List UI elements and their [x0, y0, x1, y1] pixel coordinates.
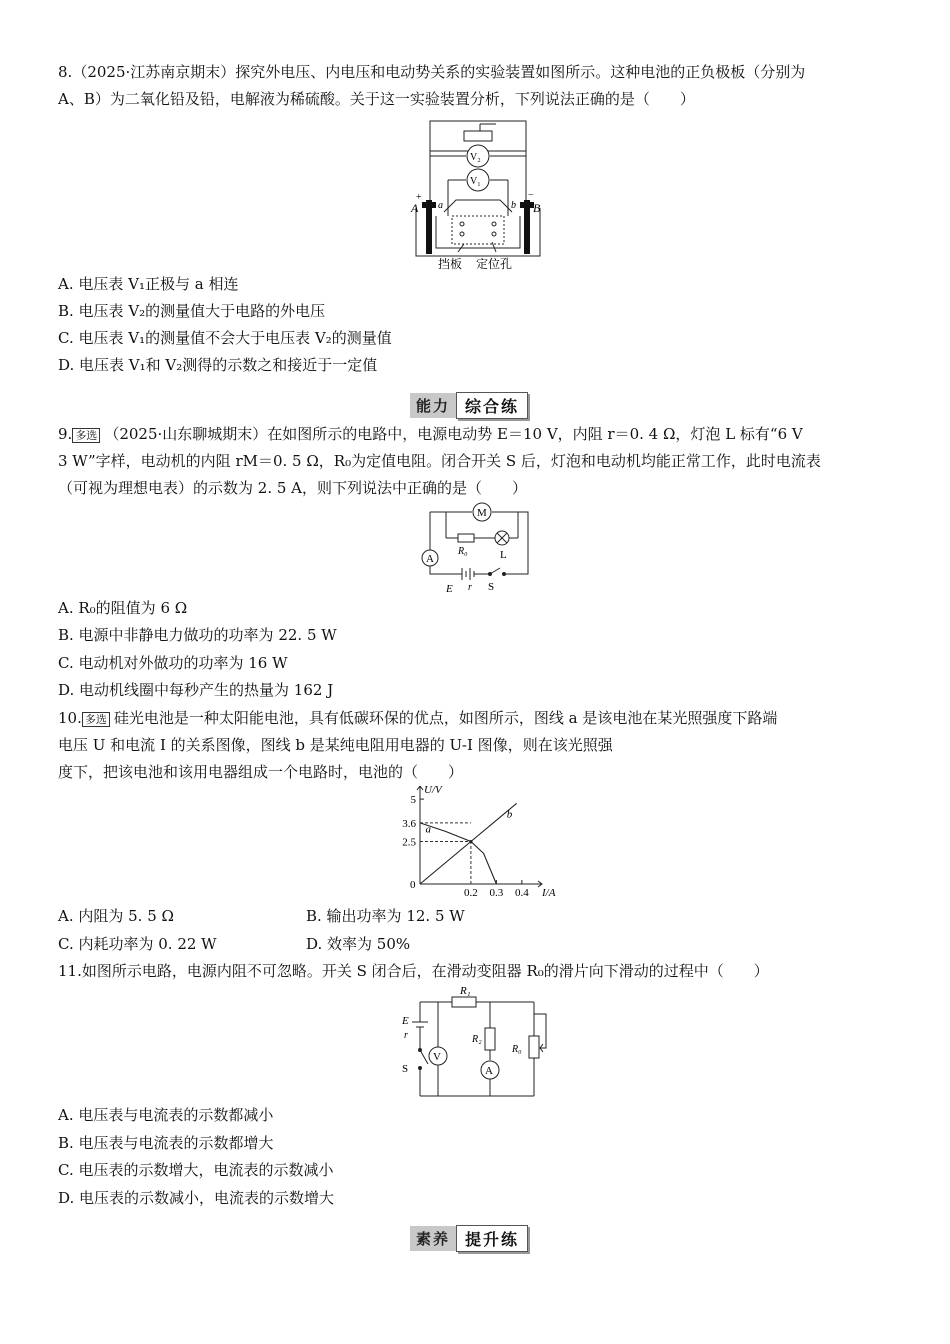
q9-line2: 3 W”字样，电动机的内阻 rM＝0. 5 Ω，R₀为定值电阻。闭合开关 S 后，灯泡和电动机均能正常工作，此时电流表: [58, 452, 821, 470]
intersection-point: [469, 840, 472, 843]
q9-fig-ammeter-label: A: [426, 553, 434, 565]
q11-fig-emf-label: E: [402, 1015, 409, 1027]
q10-line1: [58, 708, 777, 730]
x-tick-label-1: 0.3: [489, 887, 504, 899]
q9-line1-text: （2025·山东聊城期末）在如图所示的电路中，电源电动势 E＝10 V，内阻 r＝0. 4 Ω，灯泡 L 标有“6 V: [104, 425, 803, 443]
y-tick-label-1: 3.6: [402, 817, 416, 830]
q9-number: 9.: [58, 425, 73, 443]
q8-fig-v2-label: V₂: [470, 152, 481, 163]
q8-fig-plus: +: [416, 192, 422, 203]
q8-option-c: C. 电压表 V₁的测量值不会大于电压表 V₂的测量值: [58, 329, 392, 347]
q11-circuit-figure: [398, 984, 550, 1102]
q9-fig-r0-label: R₀: [458, 546, 468, 557]
q10-line3: 度下，把该电池和该用电器组成一个电路时，电池的（ ）: [58, 763, 464, 781]
q11-fig-r1-label: R₁: [460, 985, 471, 997]
q9-line3: （可视为理想电表）的示数为 2. 5 A，则下列说法中正确的是（ ）: [58, 479, 527, 497]
y-tick-label-2: 2.5: [402, 836, 416, 849]
section-header-literacy: [410, 1225, 528, 1251]
q8-fig-a-electrode: A: [411, 201, 419, 215]
section-header-literacy-left: 素养: [410, 1226, 456, 1251]
q8-fig-b-point: b: [511, 200, 516, 211]
series-label-a: a: [425, 823, 431, 836]
x-tick-label-2: 0.4: [514, 887, 529, 899]
series-line-b: [420, 803, 517, 884]
x-axis-label: I/A: [542, 887, 556, 899]
q11-fig-r2-label: R₂: [472, 1034, 482, 1045]
q9-fig-r-label: r: [468, 582, 472, 593]
q9-circuit-figure: [418, 502, 534, 594]
q8-number: 8.: [58, 63, 73, 81]
q11-fig-r0-label: R₀: [512, 1044, 522, 1055]
q8-fig-label-baffle: 挡板: [438, 257, 463, 271]
section-header-ability: [410, 392, 528, 418]
q8-fig-b-electrode: B: [533, 201, 541, 215]
q11-fig-switch-label: S: [402, 1063, 409, 1075]
q8-apparatus-figure: [408, 116, 548, 274]
q8-stem-b: A、B）为二氧化铅及铅，电解液为稀硫酸。关于这一实验装置分析，下列说法正确的是（ ）: [58, 90, 695, 108]
q8-option-b: B. 电压表 V₂的测量值大于电路的外电压: [58, 302, 326, 320]
q9-multi-tag: 多选: [72, 428, 100, 443]
section-header-ability-left: 能力: [410, 393, 456, 418]
origin-label: 0: [410, 879, 416, 891]
q11-stem: 如图所示电路，电源内阻不可忽略。开关 S 闭合后，在滑动变阻器 R₀的滑片向下滑动的过程中（ ）: [81, 962, 769, 980]
q8-fig-label-hole: 定位孔: [476, 257, 513, 271]
q11-fig-voltmeter-label: V: [433, 1051, 441, 1063]
q11-option-b: B. 电压表与电流表的示数都增大: [58, 1134, 274, 1152]
q9-option-d: D. 电动机线圈中每秒产生的热量为 162 J: [58, 681, 334, 699]
q9-option-c: C. 电动机对外做功的功率为 16 W: [58, 654, 288, 672]
section-header-ability-right: 综合练: [456, 392, 528, 419]
q8-line1: [58, 62, 805, 82]
q11-option-d: D. 电压表的示数减小，电流表的示数增大: [58, 1189, 335, 1207]
q9-line1: [58, 424, 803, 446]
x-tick-label-0: 0.2: [464, 887, 478, 899]
q9-option-a: A. R₀的阻值为 6 Ω: [58, 599, 188, 617]
q10-option-d: D. 效率为 50%: [306, 935, 411, 953]
q8-fig-a-point: a: [438, 200, 443, 211]
q10-line2: 电压 U 和电流 I 的关系图像，图线 b 是某纯电阻用电器的 U-I 图像，则在该光照强: [58, 736, 613, 754]
q10-ui-chart: [392, 786, 556, 902]
q11-fig-ammeter-label: A: [485, 1065, 493, 1077]
q8-option-d: D. 电压表 V₁和 V₂测得的示数之和接近于一定值: [58, 356, 378, 374]
q9-fig-emf-label: E: [446, 583, 453, 594]
q10-line1-text: 硅光电池是一种太阳能电池，具有低碳环保的优点，如图所示，图线 a 是该电池在某光照强度下路端: [113, 709, 778, 727]
q10-option-b: B. 输出功率为 12. 5 W: [306, 907, 465, 925]
q9-fig-switch-label: S: [488, 581, 495, 593]
q8-option-a: A. 电压表 V₁正极与 a 相连: [58, 275, 239, 293]
q11-number: 11.: [58, 962, 82, 980]
y-axis-label: U/V: [424, 786, 442, 796]
q8-stem-a: 探究外电压、内电压和电动势关系的实验装置如图所示。这种电池的正负极板（分别为: [235, 63, 806, 81]
q8-source: （2025·江苏南京期末）: [72, 63, 236, 81]
y-tick-label-0: 5: [410, 794, 416, 807]
q8-fig-v1-label: V₁: [470, 176, 481, 187]
q11-option-c: C. 电压表的示数增大，电流表的示数减小: [58, 1161, 334, 1179]
section-header-literacy-right: 提升练: [456, 1225, 528, 1252]
series-label-b: b: [506, 808, 513, 821]
q11-option-a: A. 电压表与电流表的示数都减小: [58, 1106, 274, 1124]
q8-fig-minus: −: [528, 190, 534, 201]
q11-line1: [58, 961, 769, 981]
q10-option-a: A. 内阻为 5. 5 Ω: [58, 907, 174, 925]
q9-option-b: B. 电源中非静电力做功的功率为 22. 5 W: [58, 626, 337, 644]
q9-fig-lamp-label: L: [500, 549, 507, 561]
q9-fig-motor-label: M: [477, 507, 487, 519]
q10-number: 10.: [58, 709, 82, 727]
q11-fig-r-label: r: [404, 1030, 408, 1041]
q10-multi-tag: 多选: [82, 712, 110, 727]
q10-option-c: C. 内耗功率为 0. 22 W: [58, 935, 217, 953]
